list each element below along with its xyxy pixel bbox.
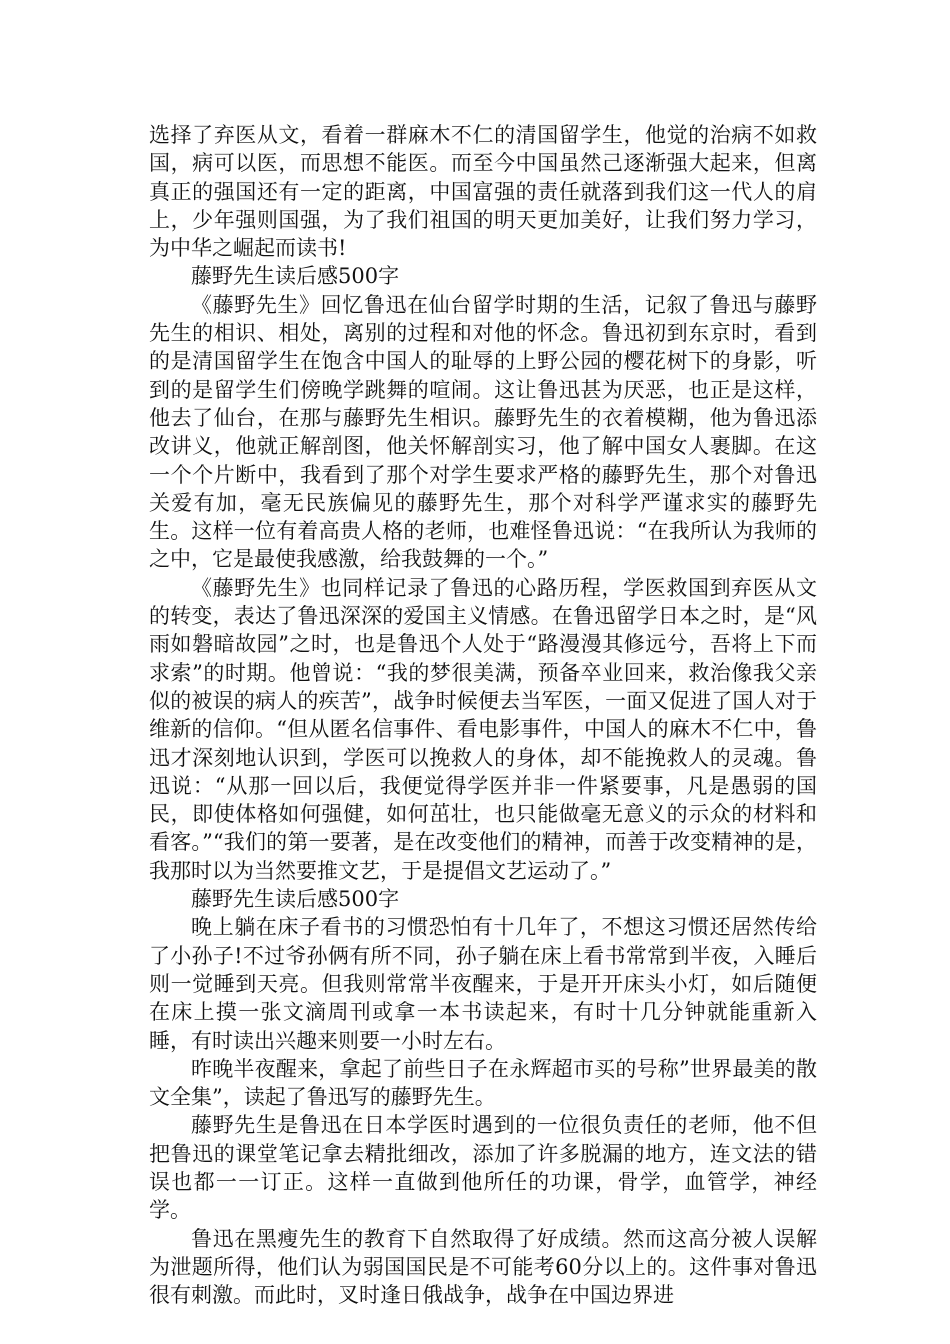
document-body bbox=[149, 121, 817, 1309]
paragraph: 藤野先生是鲁迅在日本学医时遇到的一位很负责任的老师，他不但把鲁迅的课堂笔记拿去精批细改，添加了许多脱漏的地方，连文法的错误也都一一订正。这样一直做到他所任的功课，骨学，血管学，神经学。 bbox=[149, 1113, 817, 1223]
paragraph: 选择了弃医从文，看着一群麻木不仁的清国留学生，他觉的治病不如救国，病可以医，而思想不能医。而至今中国虽然己逐渐强大起来，但离真正的强国还有一定的距离，中国富强的责任就落到我们这一代人的肩上，少年强则国强，为了我们祖国的明天更加美好，让我们努力学习，为中华之崛起而读书! bbox=[149, 123, 817, 261]
paragraph: 晚上躺在床子看书的习惯恐怕有十几年了，不想这习惯还居然传给了小孙子!不过爷孙俩有所不同，孙子躺在床上看书常常到半夜，入睡后则一觉睡到天亮。但我则常常半夜醒来，于是开开床头小灯，如后随便在床上摸一张文滴周刊或拿一本书读起来，有时十几分钟就能重新入睡，有时读出兴趣来则要一小时左右。 bbox=[149, 915, 817, 1053]
paragraph: 鲁迅在黑瘦先生的教育下自然取得了好成绩。然而这高分被人误解为泄题所得，他们认为弱国国民是不可能考60分以上的。这件事对鲁迅很有刺激。而此时，叉时逢日俄战争，战争在中国边界进 bbox=[149, 1226, 817, 1308]
paragraph: 《藤野先生》也同样记录了鲁迅的心路历程，学医救国到弃医从文的转变，表达了鲁迅深深的爱国主义情感。在鲁迅留学日本之时，是“风雨如磐暗故园”之时，也是鲁迅个人处于“路漫漫其修远兮，吾将上下而求索”的时期。他曾说：“我的梦很美满，预备卒业回来，救治像我父亲似的被误的病人的疾苦”，战争时候便去当军医，一面又促进了国人对于维新的信仰。“但从匿名信事件、看电影事件，中国人的麻木不仁中，鲁迅才深刻地认识到，学医可以挽救人的身体，却不能挽救人的灵魂。鲁迅说：“从那一回以后，我便觉得学医并非一件紧要事，凡是愚弱的国民，即使体格如何强健，如何茁壮，也只能做毫无意义的示众的材料和看客。”“我们的第一要著，是在改变他们的精神，而善于改变精神的是，我那时以为当然要推文艺，于是提倡文艺运动了。” bbox=[149, 575, 817, 883]
section-heading: 藤野先生读后感500字 bbox=[191, 887, 400, 912]
paragraph: 《藤野先生》回忆鲁迅在仙台留学时期的生活，记叙了鲁迅与藤野先生的相识、相处，离别的过程和对他的怀念。鲁迅初到东京时，看到的是清国留学生在饱含中国人的耻辱的上野公园的樱花树下的身影，听到的是留学生们傍晚学跳舞的喧闹。这让鲁迅甚为厌恶，也正是这样，他去了仙台，在那与藤野先生相识。藤野先生的衣着模糊，他为鲁迅添改讲义，他就正解剖图，他关怀解剖实习，他了解中国女人裹脚。在这一个个片断中，我看到了那个对学生要求严格的藤野先生，那个对鲁迅关爱有加，毫无民族偏见的藤野先生，那个对科学严谨求实的藤野先生。这样一位有着高贵人格的老师，也难怪鲁迅说：“在我所认为我师的之中，它是最使我感激，给我鼓舞的一个。” bbox=[149, 292, 817, 572]
paragraph: 昨晚半夜醒来，拿起了前些日子在永辉超市买的号称”世界最美的散文全集”，读起了鲁迅写的藤野先生。 bbox=[149, 1056, 817, 1110]
section-heading: 藤野先生读后感500字 bbox=[191, 264, 400, 289]
